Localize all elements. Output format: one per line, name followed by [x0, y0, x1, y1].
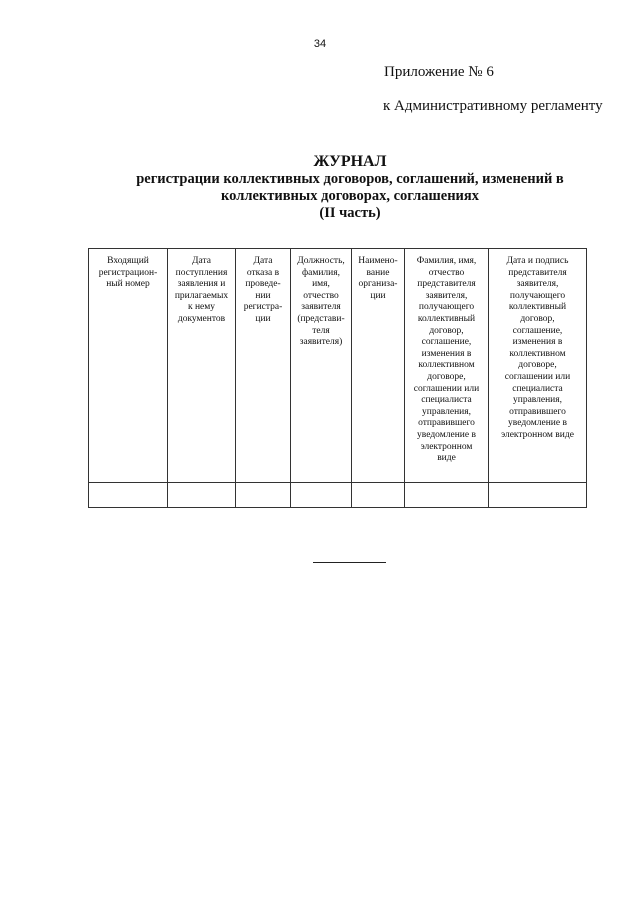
- subtitle-line-1: регистрации коллективных договоров, соглашений, изменений в: [136, 171, 564, 187]
- column-header-refusal-date: Дата отказа в проведе- нии регистра- ции: [236, 249, 291, 483]
- document-subtitle: [0, 171, 640, 222]
- column-header-applicant: Должность, фамилия, имя, отчество заявителя (представи- теля заявителя): [291, 249, 352, 483]
- subtitle-line-3: (II часть): [319, 205, 381, 221]
- table-cell: [405, 483, 489, 508]
- table-cell: [89, 483, 168, 508]
- column-header-organization: Наимено- вание организа- ции: [352, 249, 405, 483]
- column-header-receipt-date: Дата поступления заявления и прилагаемых к нему документов: [168, 249, 236, 483]
- table-cell: [352, 483, 405, 508]
- appendix-reference: к Административному регламенту: [383, 98, 603, 114]
- table-cell: [168, 483, 236, 508]
- end-divider: [313, 562, 386, 563]
- appendix-label: Приложение № 6: [384, 64, 494, 80]
- column-header-incoming-number: Входящий регистрацион- ный номер: [89, 249, 168, 483]
- table-header-row: [89, 249, 587, 483]
- page-number: 34: [313, 38, 327, 50]
- column-header-date-signature: Дата и подпись представителя заявителя, получающего коллективный договор, соглашение, изменения в коллективном договоре, соглашении или специалиста управления, отправившего уведомление в электронном виде: [489, 249, 587, 483]
- table-cell: [489, 483, 587, 508]
- table-row: [89, 483, 587, 508]
- document-title: ЖУРНАЛ: [313, 153, 387, 170]
- table-cell: [291, 483, 352, 508]
- column-header-representative: Фамилия, имя, отчество представителя заявителя, получающего коллективный договор, соглашение, изменения в коллективном договоре, соглашении или специалиста управления, отправившего уведомление в электронном виде: [405, 249, 489, 483]
- table-cell: [236, 483, 291, 508]
- subtitle-line-2: коллективных договорах, соглашениях: [220, 188, 480, 204]
- journal-table: [88, 248, 587, 508]
